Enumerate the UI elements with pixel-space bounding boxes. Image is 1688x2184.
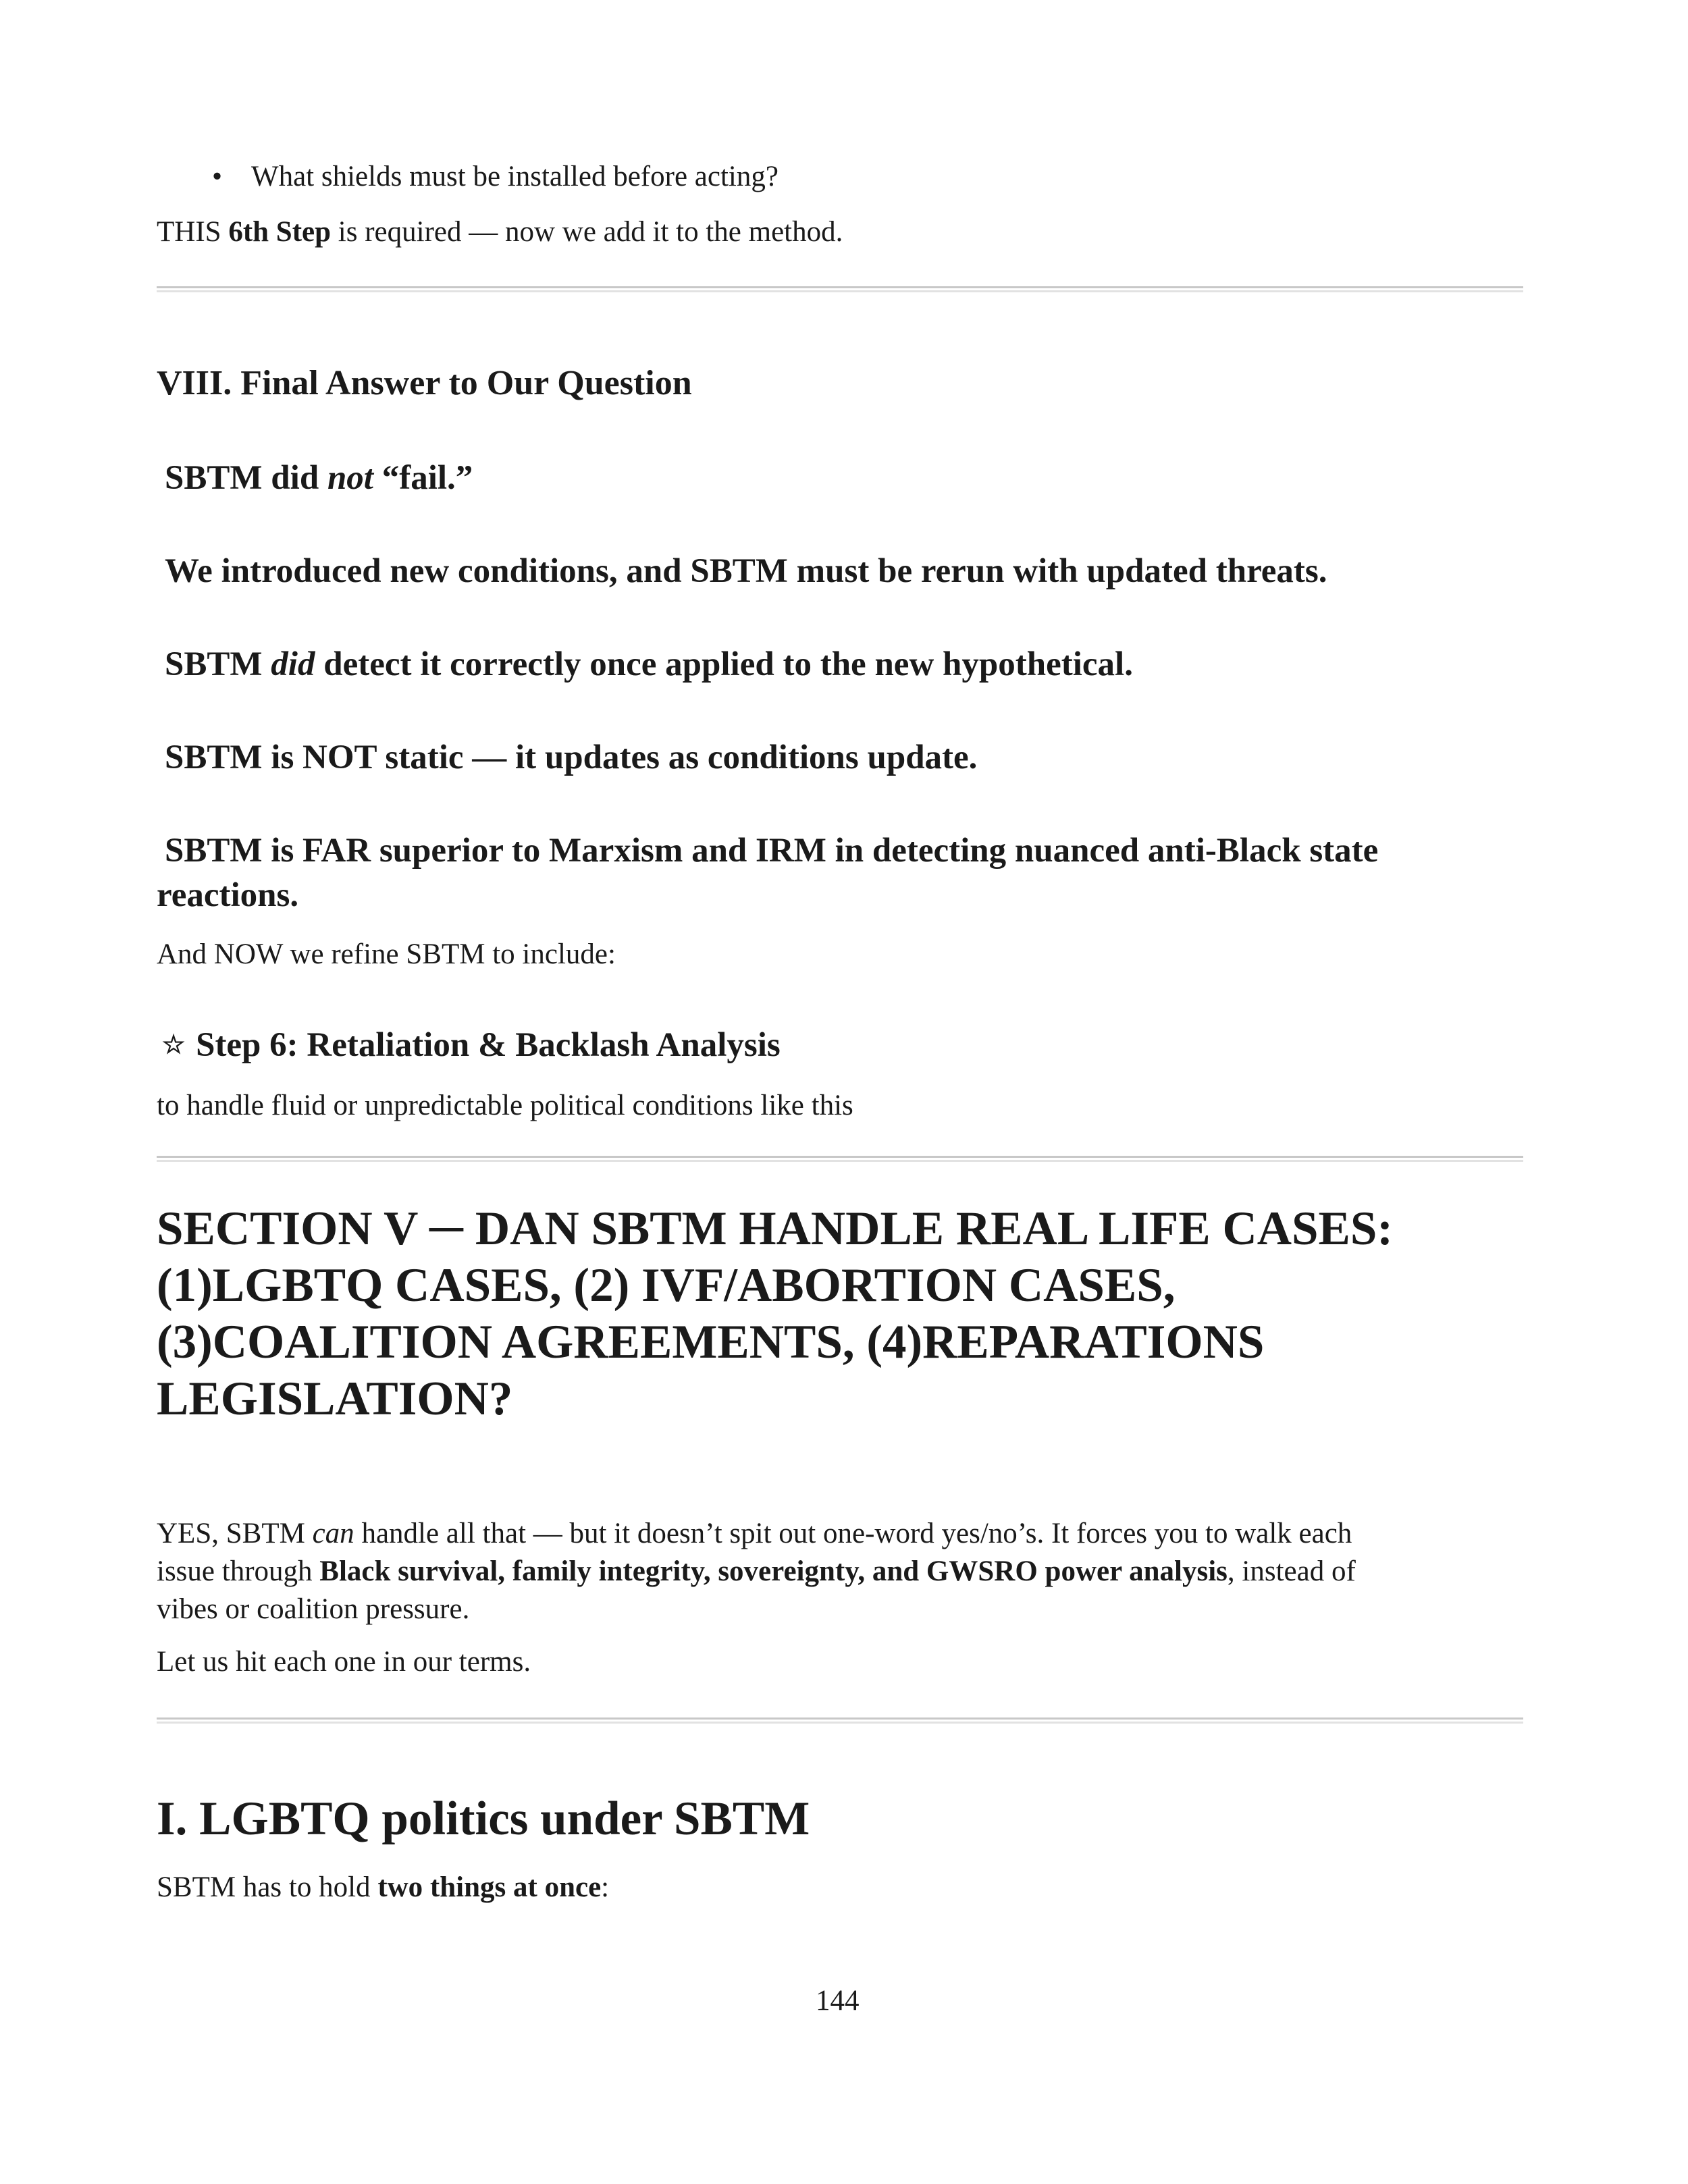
step-line-suffix: is required — now we add it to the method.	[331, 216, 843, 248]
section-v-title-line: (3)COALITION AGREEMENTS, (4)REPARATIONS	[157, 1316, 1265, 1368]
final-line-2: We introduced new conditions, and SBTM must be rerun with updated threats.	[165, 552, 1327, 590]
final-line-1-a: SBTM did	[165, 459, 327, 497]
para-text: , instead of	[1227, 1555, 1356, 1587]
step-line-bold: 6th Step	[228, 216, 332, 248]
final-line-3-b: detect it correctly once applied to the new hypothetical.	[315, 645, 1133, 683]
paragraph-line	[157, 1553, 1356, 1591]
page-number: 144	[816, 1985, 860, 2017]
final-answer-heading: VIII. Final Answer to Our Question	[157, 364, 692, 402]
step6-heading	[162, 1023, 781, 1067]
lgbtq-line-b: :	[601, 1871, 610, 1903]
final-line-1	[165, 456, 473, 500]
step-line	[157, 213, 843, 251]
para-text: handle all that — but it doesn’t spit out one-word yes/no’s. It forces you to walk each	[354, 1518, 1352, 1549]
lgbtq-heading: I. LGBTQ politics under SBTM	[157, 1792, 810, 1845]
horizontal-divider	[157, 1717, 1523, 1724]
section-v-title	[157, 1200, 1393, 1427]
step6-sub: to handle fluid or unpredictable political conditions like this	[157, 1090, 853, 1121]
final-line-5b: reactions.	[157, 876, 299, 914]
paragraph-line: vibes or coalition pressure.	[157, 1593, 470, 1625]
bullet-icon: •	[212, 161, 223, 192]
final-line-3	[165, 643, 1133, 686]
section-v-title-line: (1)LGBTQ CASES, (2) IVF/ABORTION CASES,	[157, 1259, 1176, 1312]
section-v-title-line: SECTION V ─ DAN SBTM HANDLE REAL LIFE CASES:	[157, 1202, 1393, 1255]
lgbtq-line-a: SBTM has to hold	[157, 1871, 378, 1903]
paragraph-line	[157, 1515, 1356, 1553]
para-italic: can	[312, 1518, 354, 1549]
bullet-item	[212, 158, 779, 196]
section-v-paragraph	[157, 1515, 1356, 1628]
section-v-title-line: LEGISLATION?	[157, 1373, 513, 1425]
star-icon: ☆	[162, 1031, 186, 1059]
final-line-5a: SBTM is FAR superior to Marxism and IRM in detecting nuanced anti-Black state	[165, 832, 1379, 870]
section-v-paragraph-2: Let us hit each one in our terms.	[157, 1646, 531, 1678]
para-bold: Black survival, family integrity, sovereignty, and GWSRO power analysis	[319, 1555, 1228, 1587]
final-line-1-italic: not	[327, 459, 373, 497]
final-line-3-a: SBTM	[165, 645, 271, 683]
final-line-3-italic: did	[271, 645, 315, 683]
horizontal-divider	[157, 286, 1523, 292]
bullet-text: What shields must be installed before acting?	[251, 161, 779, 192]
para-text: YES, SBTM	[157, 1518, 313, 1549]
para-text: issue through	[157, 1555, 320, 1587]
refine-line: And NOW we refine SBTM to include:	[157, 938, 616, 970]
horizontal-divider	[157, 1156, 1523, 1162]
lgbtq-line-bold: two things at once	[377, 1871, 602, 1903]
step-line-prefix: THIS	[157, 216, 229, 248]
step6-text: Step 6: Retaliation & Backlash Analysis	[196, 1026, 781, 1064]
lgbtq-line	[157, 1869, 609, 1907]
final-line-4: SBTM is NOT static — it updates as conditions update.	[165, 739, 978, 776]
final-line-1-b: “fail.”	[373, 459, 473, 497]
